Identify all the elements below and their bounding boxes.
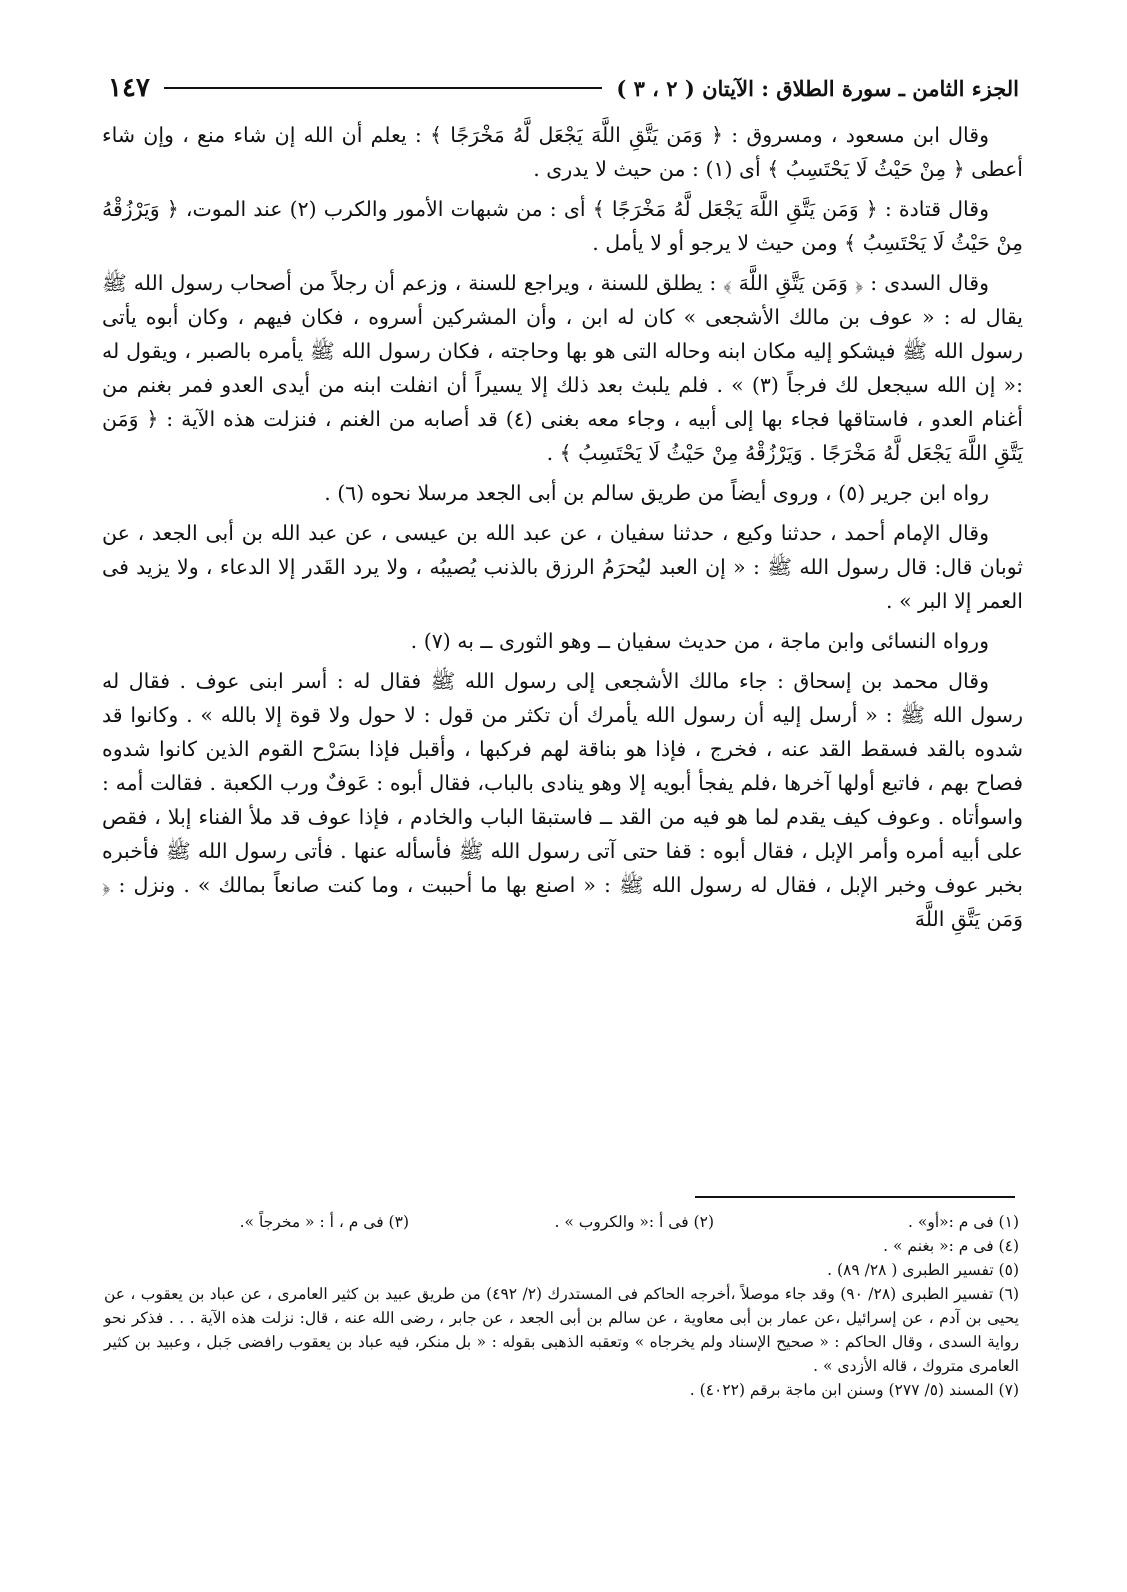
footnotes bbox=[104, 1210, 1019, 1402]
footnote-6: (٦) تفسير الطبرى (٢٨/ ٩٠) وقد جاء موصلاً ،أخرجه الحاكم فى المستدرك (٢/ ٤٩٢) من طريق عبيد بن كثير العامرى ، عن عباد بن يعقوب ، عن يحيى بن آدم ، عن إسرائيل ،عن عمار بن أبى معاوية ، عن سالم بن أبى الجعد ، عن جابر ، رضى الله عنه ، قال: نزلت هذه الآية . . . فذكر نحو رواية السدى ، وقال الحاكم : « صحيح الإسناد ولم يخرجاه » وتعقبه الذهبى بقوله : « بل منكر، فيه عباد بن يعقوب رافضى جَبل ، وعبيد بن كثير العامرى متروك ، قاله الأزدى » . bbox=[104, 1285, 1019, 1375]
footnote-3: (٣) فى م ، أ : « مخرجاً ». bbox=[239, 1213, 409, 1231]
header-rule bbox=[164, 87, 602, 89]
footnote-4: (٤) فى م :« بغنم » . bbox=[883, 1237, 1019, 1255]
footnote-7: (٧) المسند (٥/ ٢٧٧) وسنن ابن ماجة برقم (٤٠٢٢) . bbox=[689, 1381, 1019, 1399]
running-header bbox=[108, 70, 1019, 106]
paragraph-7: وقال محمد بن إسحاق : جاء مالك الأشجعى إلى رسول الله ﷺ فقال له : أسر ابنى عوف . فقال له رسول الله ﷺ : « أرسل إليه أن رسول الله يأمرك أن تكثر من قول : لا حول ولا قوة إلا بالله » . وكانوا قد شدوه بالقد فسقط القد عنه ، فخرج ، فإذا هو بناقة لهم فركبها ، وأقبل فإذا بسَرْح القوم الذين كانوا شدوه فصاح بهم ، فاتبع أولها آخرها ،فلم يفجأ أبويه إلا وهو ينادى بالباب، فقال أبوه : عَوفٌ ورب الكعبة . فقالت أمه : واسوأتاه . وعوف كيف يقدم لما هو فيه من القد ــ فاستبقا الباب والخادم ، فإذا عوف قد ملأ الفناء إبلا ، فقص على أبيه أمره وأمر الإبل ، فقال أبوه : قفا حتى آتى رسول الله ﷺ فأسأله عنها . فأتى رسول الله ﷺ فأخبره بخبر عوف وخبر الإبل ، فقال له رسول الله ﷺ : « اصنع بها ما أحببت ، وما كنت صانعاً بمالك » . ونزل : ﴿ وَمَن يَتَّقِ اللَّهَ bbox=[102, 669, 1023, 931]
paragraph-5: وقال الإمام أحمد ، حدثنا وكيع ، حدثنا سفيان ، عن عبد الله بن عيسى ، عن عبد الله بن أبى الجعد ، عن ثوبان قال: قال رسول الله ﷺ : « إن العبد ليُحرَمُ الرزق بالذنب يُصيبُه ، ولا يرد القَدر إلا الدعاء ، ولا يزيد فى العمر إلا البر » . bbox=[102, 521, 1023, 613]
paragraph-2: وقال قتادة : ﴿ وَمَن يَتَّقِ اللَّهَ يَجْعَل لَّهُ مَخْرَجًا ﴾ أى : من شبهات الأمور والكرب (٢) عند الموت، ﴿ وَيَرْزُقْهُ مِنْ حَيْثُ لَا يَحْتَسِبُ ﴾ ومن حيث لا يرجو أو لا يأمل . bbox=[102, 197, 1023, 255]
paragraph-6: ورواه النسائى وابن ماجة ، من حديث سفيان ــ وهو الثورى ــ به (٧) . bbox=[410, 629, 989, 653]
main-text bbox=[102, 118, 1023, 942]
paragraph-1: وقال ابن مسعود ، ومسروق : ﴿ وَمَن يَتَّقِ اللَّهَ يَجْعَل لَّهُ مَخْرَجًا ﴾ : يعلم أن الله إن شاء منع ، وإن شاء أعطى ﴿ مِنْ حَيْثُ لَا يَحْتَسِبُ ﴾ أى (١) : من حيث لا يدرى . bbox=[102, 123, 1023, 181]
page-number: ١٤٧ bbox=[108, 73, 150, 103]
footnote-2: (٢) فى أ :« والكروب » . bbox=[554, 1213, 714, 1231]
header-title: الجزء الثامن ـ سورة الطلاق : الآيتان ( ٢ ، ٣ ) bbox=[616, 75, 1019, 101]
footnote-row bbox=[104, 1210, 1019, 1234]
paragraph-4: رواه ابن جرير (٥) ، وروى أيضاً من طريق سالم بن أبى الجعد مرسلا نحوه (٦) . bbox=[324, 481, 989, 505]
footnote-1: (١) فى م :«أو» . bbox=[908, 1213, 1019, 1231]
footnote-separator bbox=[695, 1196, 1015, 1198]
paragraph-3: وقال السدى : ﴿ وَمَن يَتَّقِ اللَّهَ ﴾ : يطلق للسنة ، ويراجع للسنة ، وزعم أن رجلاً من أصحاب رسول الله ﷺ يقال له : « عوف بن مالك الأشجعى » كان له ابن ، وأن المشركين أسروه ، فكان فيهم ، وكان أبوه يأتى رسول الله ﷺ فيشكو إليه مكان ابنه وحاله التى هو بها وحاجته ، فكان رسول الله ﷺ يأمره بالصبر ، ويقول له :« إن الله سيجعل لك فرجاً (٣) » . فلم يلبث بعد ذلك إلا يسيراً أن انفلت ابنه من أيدى العدو فمر بغنم من أغنام العدو ، فاستاقها فجاء بها إلى أبيه ، وجاء معه بغنى (٤) قد أصابه من الغنم ، فنزلت هذه الآية : ﴿ وَمَن يَتَّقِ اللَّهَ يَجْعَل لَّهُ مَخْرَجًا . وَيَرْزُقْهُ مِنْ حَيْثُ لَا يَحْتَسِبُ ﴾ . bbox=[102, 271, 1024, 465]
footnote-5: (٥) تفسير الطبرى ( ٢٨/ ٨٩) . bbox=[827, 1261, 1019, 1279]
